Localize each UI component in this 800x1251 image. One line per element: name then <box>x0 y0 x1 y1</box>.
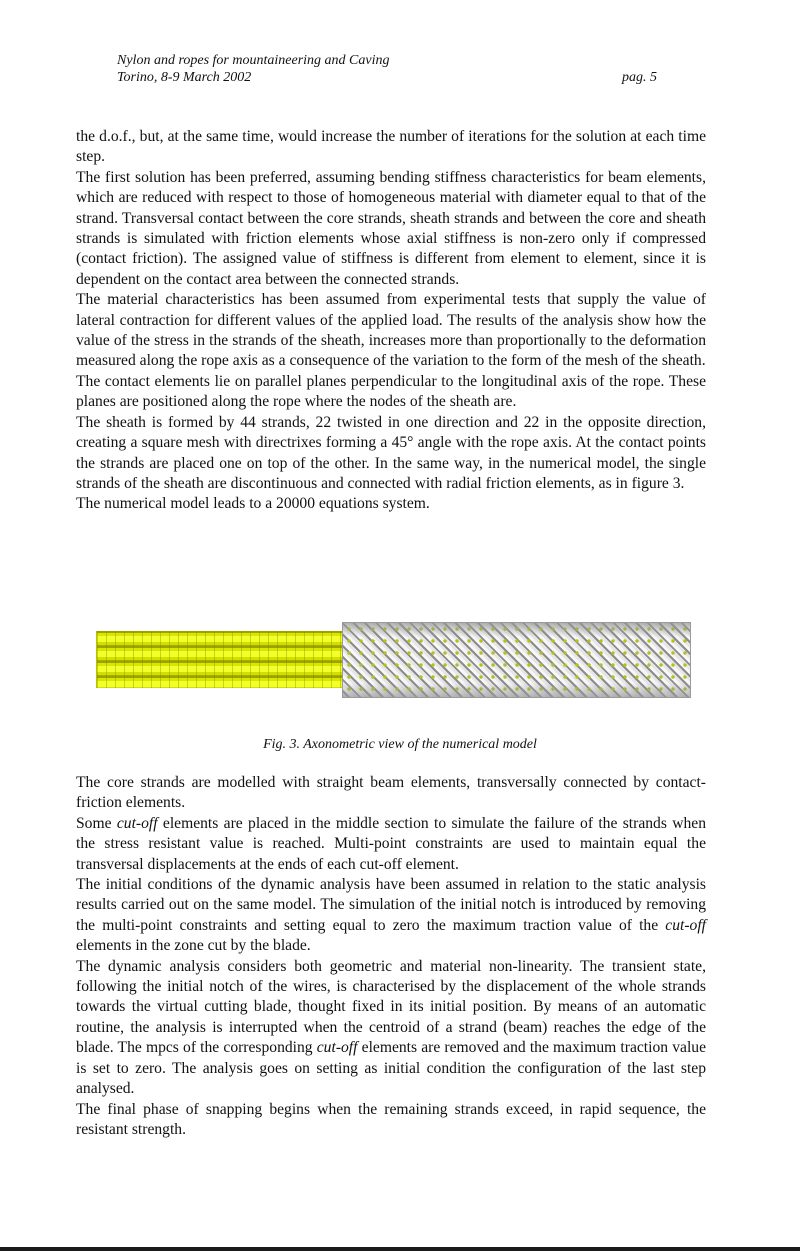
text-run: The dynamic analysis considers both geometric and material non-linearity. The transient state, following the initial notch of the wires, is characterised by the displacement of the whole strands towards the virtual cutting blade, thought fixed in its initial position. By means of an automatic routine, the analysis is interrupted when the centroid of a strand (beam) reaches the edge of the blade. The mpcs of the corresponding <box>76 957 706 1057</box>
body-text-before-figure <box>76 127 706 515</box>
body-text-after-figure <box>76 773 706 1140</box>
rope-sheath-mesh-image <box>342 622 691 698</box>
paragraph: The core strands are modelled with straight beam elements, transversally connected by contact-friction elements. <box>76 774 706 812</box>
text-run: elements in the zone cut by the blade. <box>76 937 311 955</box>
paragraph: The first solution has been preferred, assuming bending stiffness characteristics for beam elements, which are reduced with respect to those of homogeneous material with diameter equal to that of the strand. Transversal contact between the core strands, sheath strands and between the core and sheath strands is simulated with friction elements whose axial stiffness is non-zero only if compressed (contact friction). The assigned value of stiffness is different from element to element, since it is dependent on the contact area between the connected strands. <box>76 168 706 288</box>
emphasis-term: cut-off <box>665 916 706 934</box>
paragraph: The contact elements lie on parallel planes perpendicular to the longitudinal axis of the rope. These planes are positioned along the rope where the nodes of the sheath are. <box>76 372 706 411</box>
emphasis-term: cut-off <box>116 814 158 832</box>
paragraph <box>76 814 706 875</box>
rope-core-strands-image <box>96 631 345 688</box>
page-bottom-border <box>0 1247 800 1251</box>
running-header <box>117 52 657 86</box>
sheath-shading <box>343 623 690 637</box>
text-run: The initial conditions of the dynamic analysis have been assumed in relation to the static analysis results carried out on the same model. The simulation of the initial notch is introduced by removing the multi-point constraints and setting equal to zero the maximum traction value of the <box>76 876 706 934</box>
sheath-shading <box>343 683 690 697</box>
figure-rope-model <box>96 622 689 696</box>
paragraph <box>76 875 706 957</box>
emphasis-term: cut-off <box>316 1039 358 1057</box>
page-number: pag. 5 <box>622 70 657 85</box>
paragraph: the d.o.f., but, at the same time, would increase the number of iterations for the solution at each time step. <box>76 128 706 166</box>
conference-title: Nylon and ropes for mountaineering and Caving <box>117 53 390 68</box>
paragraph: The numerical model leads to a 20000 equations system. <box>76 495 430 513</box>
conference-location-date: Torino, 8-9 March 2002 <box>117 70 252 85</box>
text-run: elements are placed in the middle section to simulate the failure of the strands when the stress resistant value is reached. Multi-point constraints are used to maintain equal the transversal displacements at the ends of each cut-off element. <box>76 814 707 873</box>
figure-caption: Fig. 3. Axonometric view of the numerical model <box>263 737 537 752</box>
paragraph: The sheath is formed by 44 strands, 22 twisted in one direction and 22 in the opposite direction, creating a square mesh with directrixes forming a 45° angle with the rope axis. At the contact points the strands are placed one on top of the other. In the same way, in the numerical model, the single strands of the sheath are discontinuous and connected with radial friction elements, as in figure 3. <box>76 413 706 492</box>
paragraph <box>76 957 706 1100</box>
paragraph: The final phase of snapping begins when the remaining strands exceed, in rapid sequence, the resistant strength. <box>76 1100 706 1138</box>
text-run: elements are removed and the maximum traction value is set to zero. The analysis goes on setting as initial condition the configuration of the last step analysed. <box>76 1039 706 1098</box>
text-run: Some <box>76 814 117 832</box>
paragraph: The material characteristics has been assumed from experimental tests that supply the value of lateral contraction for different values of the applied load. The results of the analysis show how the value of the stress in the strands of the sheath, increases more than proportionally to the deformation measured along the rope axis as a consequence of the variation to the form of the mesh of the sheath. <box>76 291 706 370</box>
